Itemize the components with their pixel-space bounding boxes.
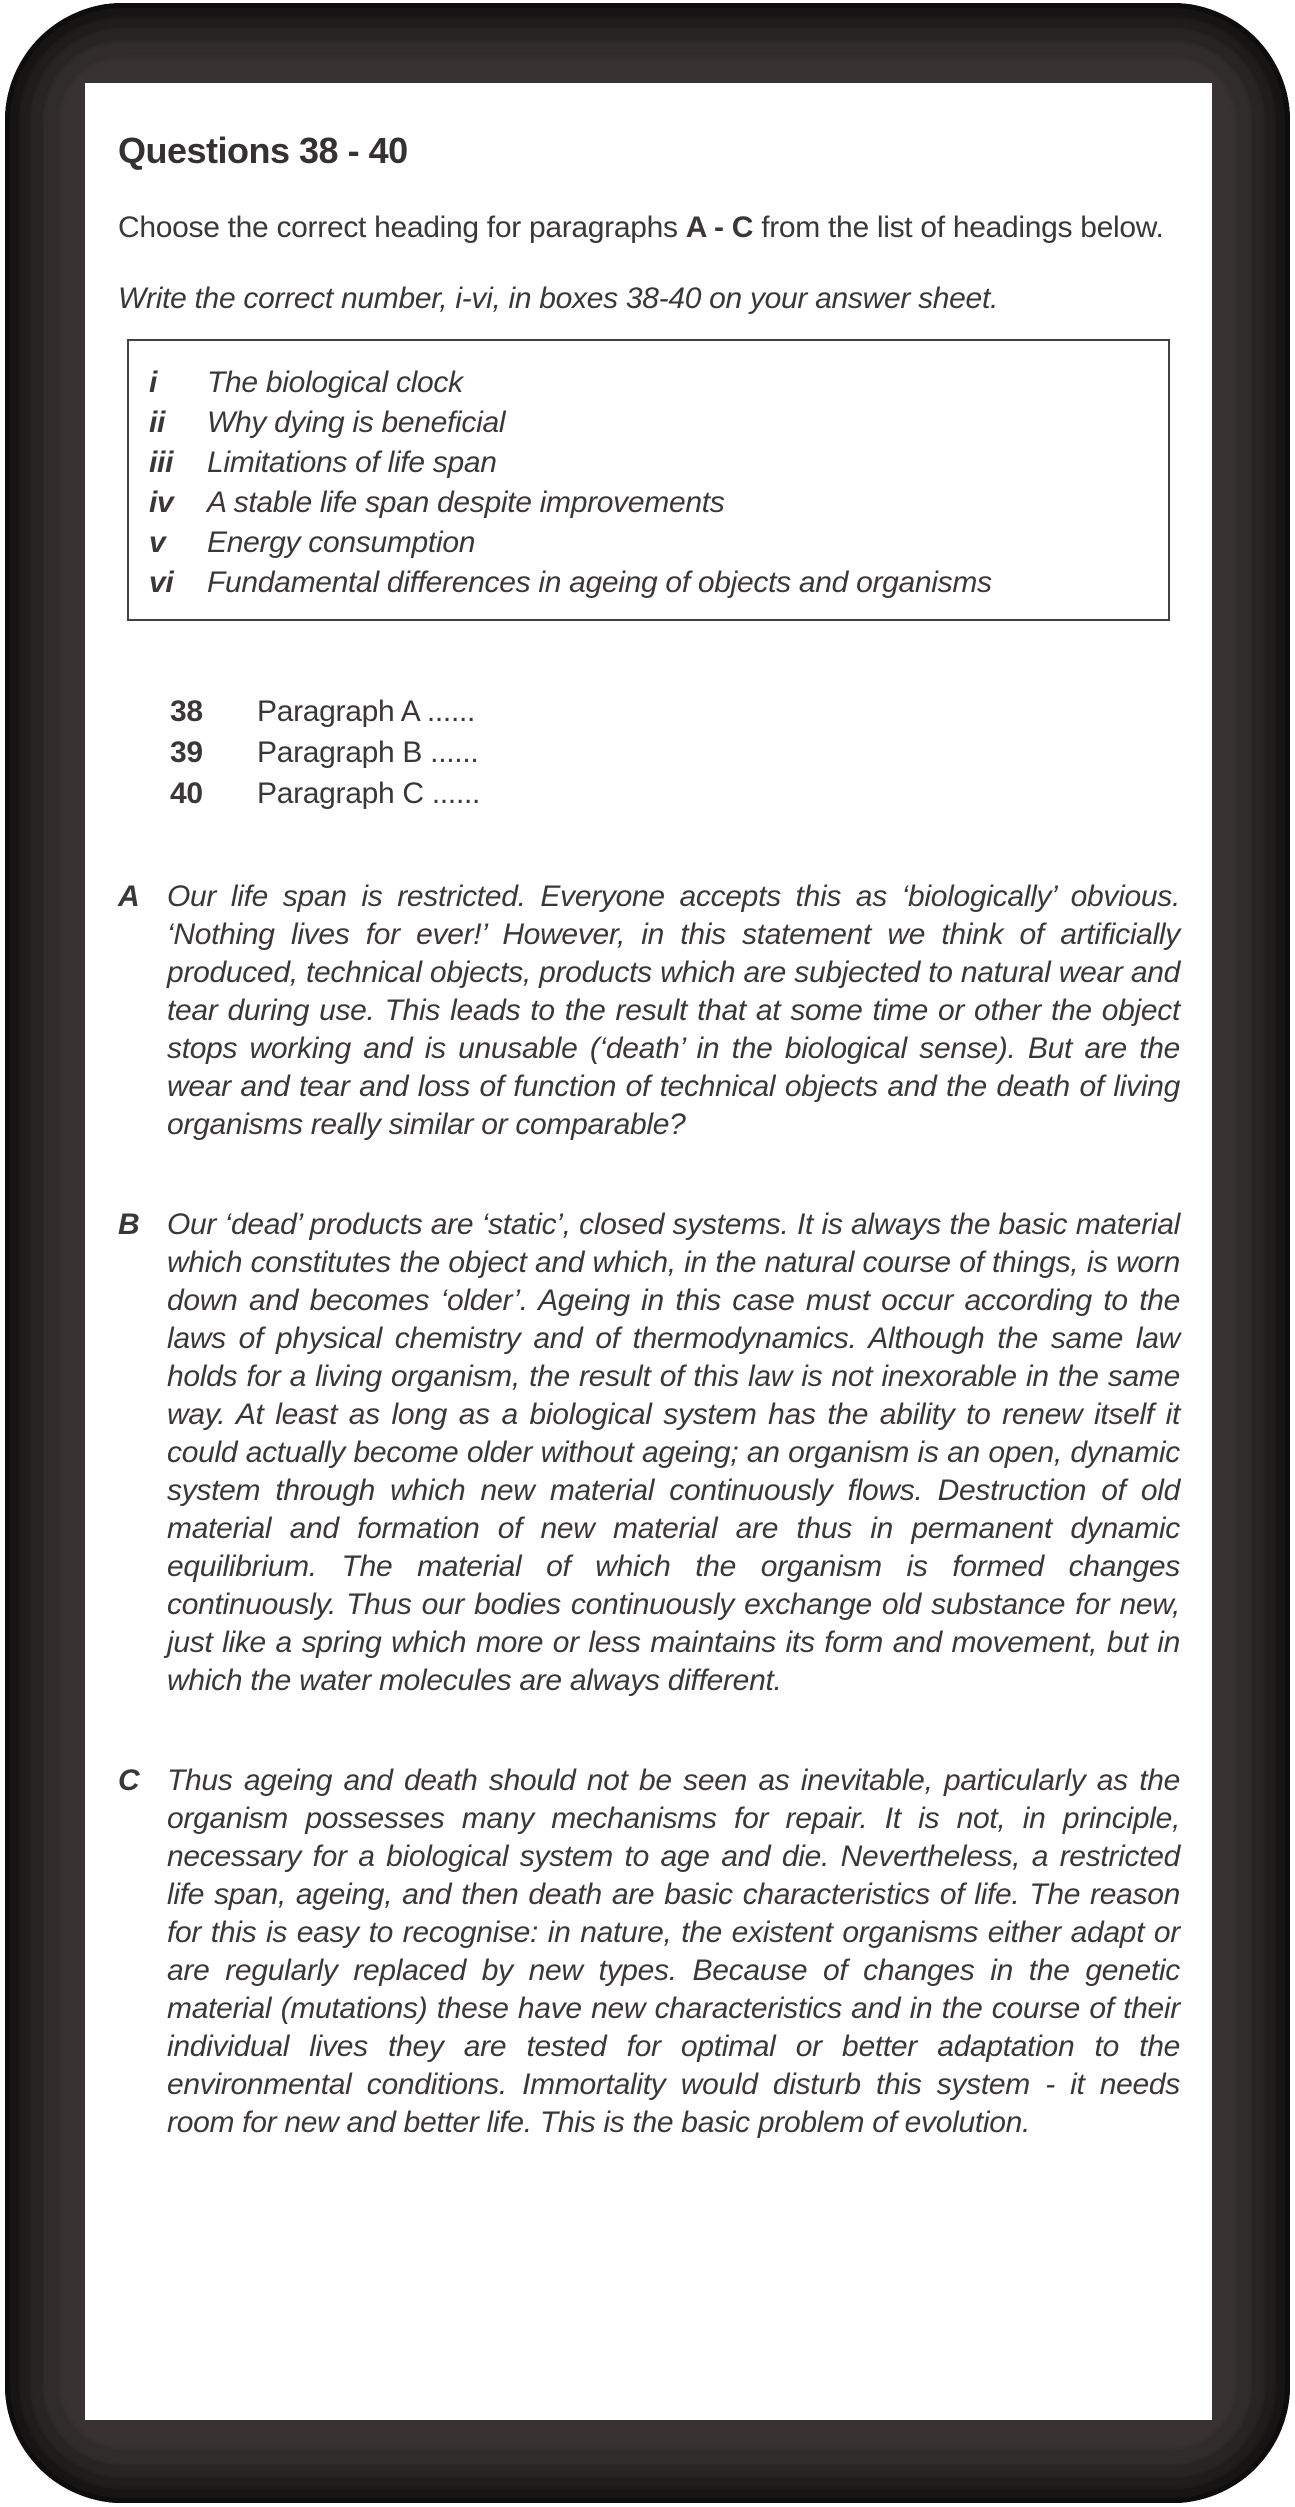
heading-label: Why dying is beneficial bbox=[207, 406, 506, 439]
question-answer-blank: Paragraph C ...... bbox=[257, 777, 481, 810]
heading-label: Limitations of life span bbox=[207, 446, 497, 479]
heading-numeral: i bbox=[149, 366, 158, 399]
paragraph-c bbox=[118, 1762, 1180, 2142]
instruction-prefix: Choose the correct heading for paragraphs bbox=[118, 211, 686, 244]
heading-numeral: ii bbox=[149, 406, 166, 439]
paragraph-body: Our life span is restricted. Everyone accepts this as ‘biologically’ obvious. ‘Nothing lives for ever!’ However, in this statement we think of artificially produced, technical objects, products which are subjected to natural wear and tear during use. This leads to the result that at some time or other the object stops working and is unusable (‘death’ in the biological sense). But are the wear and tear and loss of function of technical objects and the death of living organisms really similar or comparable? bbox=[167, 880, 1180, 1141]
questions-list bbox=[118, 691, 1180, 814]
heading-numeral: v bbox=[149, 526, 166, 559]
paragraph-a bbox=[118, 878, 1180, 1144]
heading-option bbox=[149, 563, 1150, 603]
instruction-range: A - C bbox=[685, 211, 754, 244]
heading-option bbox=[149, 403, 1150, 443]
note-text: Write the correct number, i-vi, in boxes 38-40 on your answer sheet. bbox=[118, 282, 999, 315]
paragraph-label: C bbox=[118, 1764, 140, 1797]
paragraph-body: Our ‘dead’ products are ‘static’, closed systems. It is always the basic material which constitutes the object and which, in the natural course of things, is worn down and becomes ‘older’. Ageing in this case must occur according to the laws of physical chemistry and of thermodynamics. Although the same law holds for a living organism, the result of this law is not inexorable in the same way. At least as long as a biological system has the ability to renew itself it could actually become older without ageing; an organism is an open, dynamic system through which new material continuously flows. Destruction of old material and formation of new material are thus in permanent dynamic equilibrium. The material of which the organism is formed changes continuously. Thus our bodies continuously exchange old substance for new, just like a spring which more or less maintains its form and movement, but in which the water molecules are always different. bbox=[167, 1208, 1180, 1697]
question-number: 38 bbox=[170, 695, 203, 728]
heading-option bbox=[149, 483, 1150, 523]
heading-numeral: iv bbox=[149, 486, 174, 519]
question-row bbox=[118, 732, 1180, 773]
paragraph-label: B bbox=[118, 1208, 140, 1241]
heading-label: A stable life span despite improvements bbox=[207, 486, 725, 519]
question-number: 39 bbox=[170, 736, 203, 769]
heading-numeral: vi bbox=[149, 566, 174, 599]
page-content bbox=[85, 83, 1212, 2142]
page-title: Questions 38 - 40 bbox=[118, 130, 408, 171]
worksheet-page bbox=[85, 83, 1212, 2420]
question-number: 40 bbox=[170, 777, 203, 810]
paragraph-body: Thus ageing and death should not be seen as inevitable, particularly as the organism possesses many mechanisms for repair. It is not, in principle, necessary for a biological system to age and die. Nevertheless, a restricted life span, ageing, and then death are basic characteristics of life. The reason for this is easy to recognise: in nature, the existent organisms either adapt or are regularly replaced by new types. Because of changes in the genetic material (mutations) these have new characteristics and in the course of their individual lives they are tested for optimal or better adaptation to the environmental conditions. Immortality would disturb this system - it needs room for new and better life. This is the basic problem of evolution. bbox=[167, 1764, 1180, 2139]
instruction-suffix: from the list of headings below. bbox=[753, 211, 1164, 244]
question-row bbox=[118, 691, 1180, 732]
heading-option bbox=[149, 443, 1150, 483]
question-row bbox=[118, 773, 1180, 814]
heading-option bbox=[149, 523, 1150, 563]
heading-numeral: iii bbox=[149, 446, 174, 479]
headings-box bbox=[127, 339, 1170, 621]
heading-label: The biological clock bbox=[207, 366, 463, 399]
heading-label: Energy consumption bbox=[207, 526, 476, 559]
device-frame bbox=[5, 3, 1290, 2503]
paragraph-label: A bbox=[118, 880, 140, 913]
heading-option bbox=[149, 363, 1150, 403]
question-answer-blank: Paragraph B ...... bbox=[257, 736, 479, 769]
instruction-text bbox=[118, 209, 1180, 246]
question-answer-blank: Paragraph A ...... bbox=[257, 695, 476, 728]
reading-passage bbox=[118, 878, 1180, 2142]
heading-label: Fundamental differences in ageing of objects and organisms bbox=[207, 566, 992, 599]
paragraph-b bbox=[118, 1206, 1180, 1700]
